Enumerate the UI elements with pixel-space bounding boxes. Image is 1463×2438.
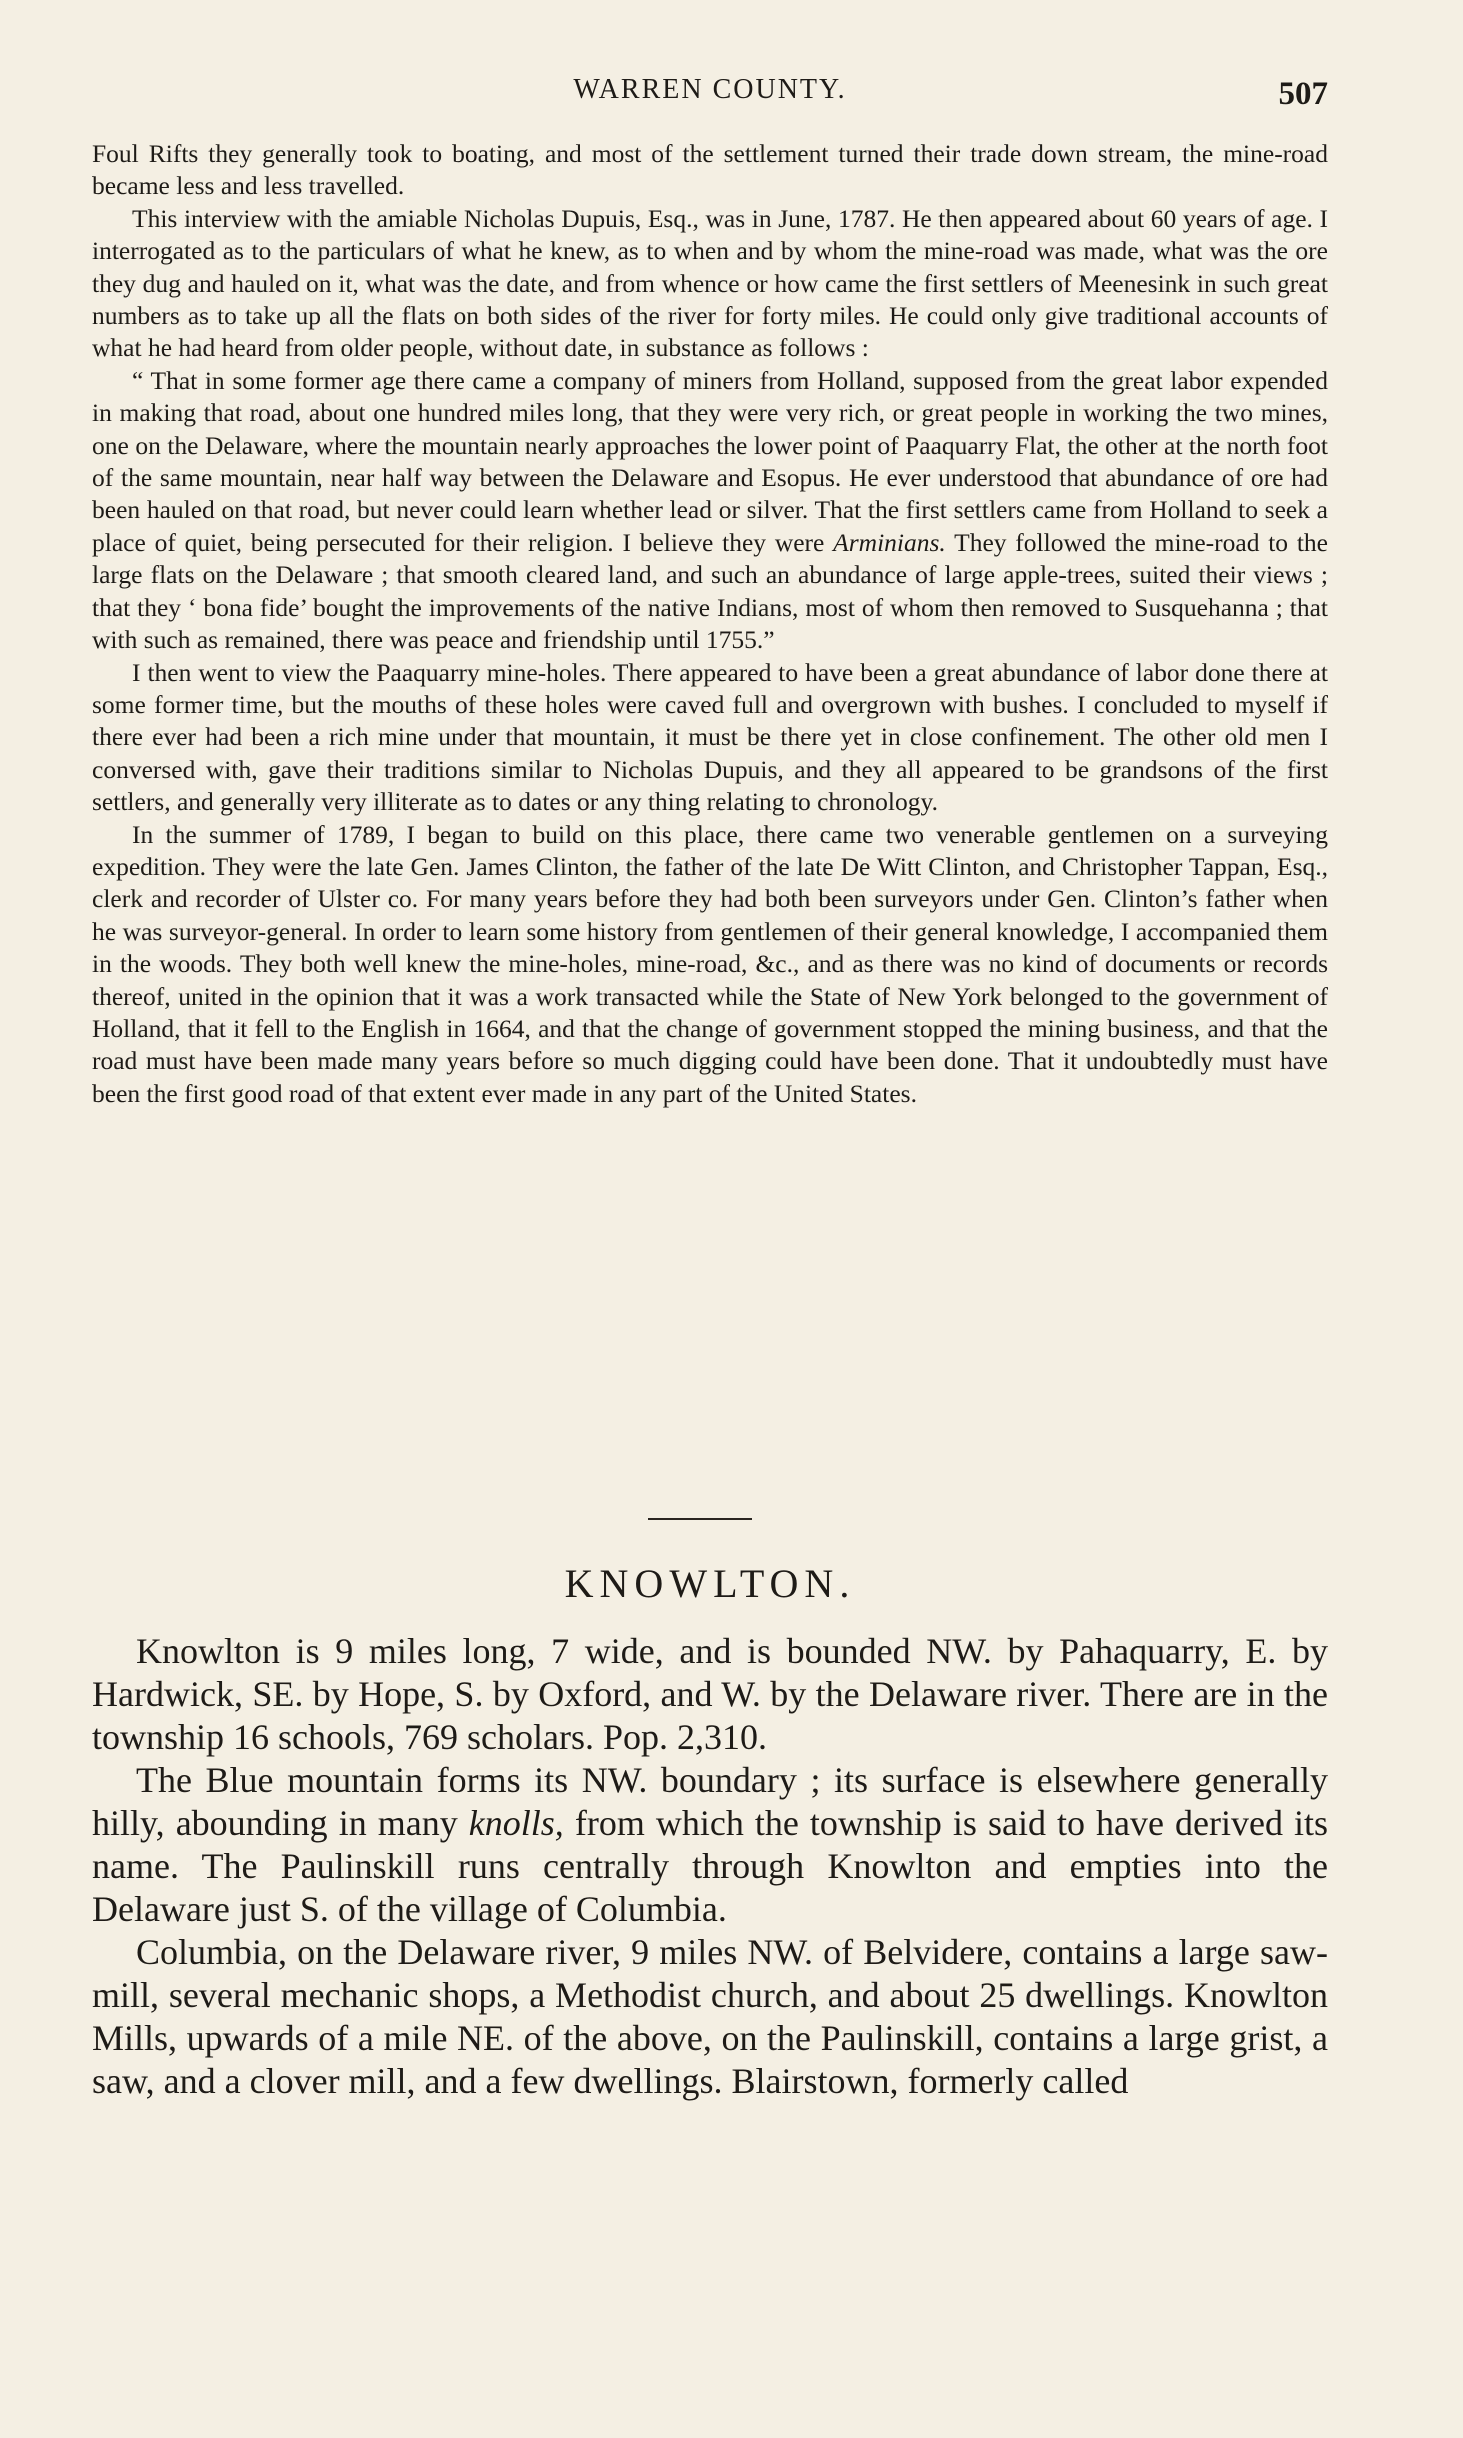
- quotation-text-continued: They followed the mine-road to the large flats on the Delaware ; that smooth cleared land, and such an abundance of large apple-trees, suited their views ; that they ‘ bona fide’ bought the improvements of the native Indians, most of whom then removed to Susquehanna ; that with such as remained, there was peace and friendship until 1755.”: [92, 527, 1328, 655]
- italic-knolls: knolls,: [468, 1803, 564, 1843]
- quotation-text: “ That in some former age there came a company of miners from Holland, supposed from the great labor expended in making that road, about one hundred miles long, that they were very rich, or great people in working the two mines, one on the Delaware, where the mountain nearly approaches the lower point of Paaquarry Flat, the other at the north foot of the same mountain, near half way between the Delaware and Esopus. He ever understood that abundance of ore had been hauled on that road, but never could learn whether lead or silver. That the first settlers came from Holland to seek a place of quiet, being persecuted for their religion. I believe they were: [92, 365, 1328, 557]
- blue-mountain-text: The Blue mountain forms its NW. boundary ; its surface is elsewhere generally hilly, abounding in many: [92, 1760, 1328, 1843]
- paragraph-columbia: Columbia, on the Delaware river, 9 miles NW. of Belvidere, contains a large saw-mill, several mechanic shops, a Methodist church, and about 25 dwellings. Knowlton Mills, upwards of a mile NE. of the above, on the Paulinskill, contains a large grist, a saw, and a clover mill, and a few dwellings. Blairstown, formerly called: [92, 1932, 1328, 2101]
- paragraph-knowlton-bounds: Knowlton is 9 miles long, 7 wide, and is bounded NW. by Pahaquarry, E. by Hardwick, SE. by Hope, S. by Oxford, and W. by the Delaware river. There are in the township 16 schools, 769 scholars. Pop. 2,310.: [92, 1631, 1328, 1757]
- running-head: [92, 70, 1328, 114]
- knowlton-text-block: [92, 1630, 1328, 2103]
- paragraph-interview: This interview with the amiable Nicholas Dupuis, Esq., was in June, 1787. He then appeared about 60 years of age. I interrogated as to the particulars of what he knew, as to when and by whom the mine-road was made, what was the ore they dug and hauled on it, what was the date, and from whence or how came the first settlers of Meenesink in such great numbers as to take up all the flats on both sides of the river for forty miles. He could only give traditional accounts of what he had heard from older people, without date, in substance as follows :: [92, 203, 1328, 363]
- page-number: 507: [1278, 76, 1328, 112]
- section-heading: KNOWLTON.: [564, 1561, 856, 1606]
- upper-text-block: [92, 138, 1328, 1110]
- paragraph-blue-mountain: [92, 1759, 1328, 1931]
- paragraph-summer-1789: In the summer of 1789, I began to build on this place, there came two venerable gentlemen on a surveying expedition. They were the late Gen. James Clinton, the father of the late De Witt Clinton, and Christopher Tappan, Esq., clerk and recorder of Ulster co. For many years before they had both been surveyors under Gen. Clinton’s father when he was surveyor-general. In order to learn some history from gentlemen of their general knowledge, I accompanied them in the woods. They both well knew the mine-holes, mine-road, &c., and as there was no kind of documents or records thereof, united in the opinion that it was a work transacted while the State of New York belonged to the government of Holland, that it fell to the English in 1664, and that the change of government stopped the mining business, and that the road must have been made many years before so much digging could have been done. That it undoubtedly must have been the first good road of that extent ever made in any part of the United States.: [92, 819, 1328, 1108]
- paragraph-mine-holes: I then went to view the Paaquarry mine-holes. There appeared to have been a great abundance of labor done there at some former time, but the mouths of these holes were caved full and overgrown with bushes. I concluded to myself if there ever had been a rich mine under that mountain, it must be there yet in close confinement. The other old men I conversed with, gave their traditions similar to Nicholas Dupuis, and they all appeared to be grandsons of the first settlers, and generally very illiterate as to dates or any thing relating to chronology.: [92, 657, 1328, 817]
- italic-arminians: Arminians.: [833, 527, 946, 557]
- paragraph-foul-rifts: Foul Rifts they generally took to boating, and most of the settlement turned their trade down stream, the mine-road became less and less travelled.: [92, 139, 1328, 201]
- blue-mountain-text-continued: from which the township is said to have derived its name. The Paulinskill runs centrally through Knowlton and empties into the Delaware just S. of the village of Columbia.: [92, 1803, 1329, 1929]
- section-divider: [648, 1518, 752, 1520]
- running-title: WARREN COUNTY.: [573, 74, 847, 105]
- paragraph-quotation: [92, 365, 1328, 657]
